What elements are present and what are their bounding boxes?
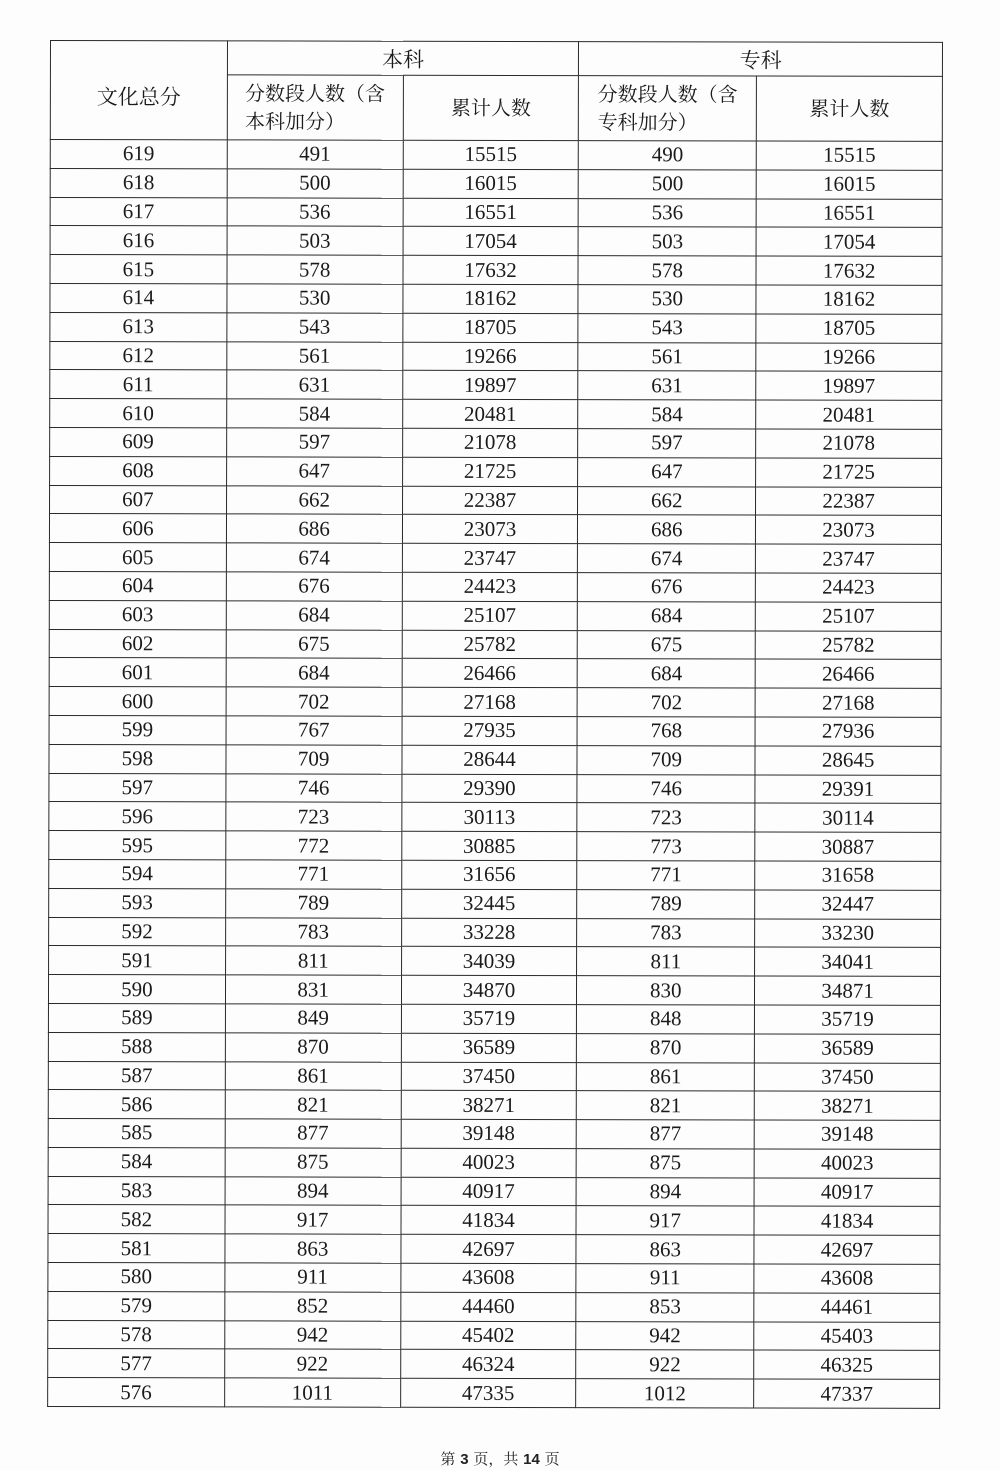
- cell-zhuanke-count: 723: [577, 803, 755, 832]
- cell-zhuanke-count: 686: [578, 515, 756, 544]
- cell-benke-cumulative: 25782: [402, 630, 578, 659]
- cell-benke-count: 584: [226, 399, 402, 428]
- header-zhuanke-cumulative: 累计人数: [756, 76, 942, 141]
- cell-zhuanke-count: 578: [578, 256, 756, 285]
- cell-total-score: 616: [50, 226, 227, 255]
- cell-benke-count: 686: [226, 514, 402, 543]
- cell-total-score: 600: [49, 687, 226, 716]
- cell-zhuanke-count: 853: [576, 1292, 754, 1321]
- cell-benke-count: 702: [226, 687, 402, 716]
- cell-total-score: 614: [50, 283, 227, 312]
- footer-middle: 页，共: [473, 1450, 519, 1468]
- cell-total-score: 592: [49, 917, 226, 946]
- cell-zhuanke-cumulative: 34041: [755, 947, 941, 976]
- table-row: [48, 1003, 940, 1034]
- cell-zhuanke-count: 674: [578, 544, 756, 573]
- cell-zhuanke-cumulative: 16015: [756, 170, 942, 199]
- cell-benke-count: 1011: [224, 1378, 400, 1407]
- table-row: [48, 1349, 940, 1380]
- cell-zhuanke-cumulative: 23747: [756, 544, 942, 573]
- header-zhuanke-count-line2: 专科加分）: [597, 110, 698, 135]
- table-row: [50, 168, 942, 199]
- cell-total-score: 603: [49, 600, 226, 629]
- cell-zhuanke-count: 675: [578, 630, 756, 659]
- cell-total-score: 613: [50, 312, 227, 341]
- cell-benke-count: 503: [227, 226, 403, 255]
- cell-benke-cumulative: 27935: [402, 716, 578, 745]
- table-row: [50, 341, 942, 372]
- score-distribution-table: [47, 40, 943, 1409]
- table-row: [48, 1032, 940, 1063]
- cell-total-score: 606: [49, 514, 226, 543]
- cell-zhuanke-cumulative: 46325: [754, 1350, 940, 1379]
- table-row: [49, 600, 941, 631]
- cell-benke-count: 894: [225, 1177, 401, 1206]
- cell-zhuanke-cumulative: 16551: [756, 199, 942, 228]
- cell-benke-cumulative: 30113: [401, 803, 577, 832]
- cell-zhuanke-count: 597: [578, 429, 756, 458]
- cell-zhuanke-count: 894: [576, 1177, 754, 1206]
- cell-benke-cumulative: 47335: [400, 1379, 576, 1408]
- cell-zhuanke-cumulative: 19266: [756, 343, 942, 372]
- cell-benke-cumulative: 40917: [401, 1177, 577, 1206]
- cell-benke-count: 662: [226, 485, 402, 514]
- cell-benke-cumulative: 23073: [402, 515, 578, 544]
- cell-total-score: 618: [50, 168, 227, 197]
- cell-total-score: 611: [50, 370, 227, 399]
- table-row: [49, 543, 941, 574]
- header-zhuanke-count-line1: 分数段人数（含: [597, 82, 738, 107]
- cell-benke-count: 922: [224, 1349, 400, 1378]
- cell-zhuanke-count: 684: [578, 601, 756, 630]
- header-benke-count-line1: 分数段人数（含: [245, 81, 386, 106]
- cell-benke-count: 578: [227, 255, 403, 284]
- cell-benke-cumulative: 19897: [402, 371, 578, 400]
- table-row: [48, 1176, 940, 1207]
- table-row: [50, 226, 942, 257]
- cell-zhuanke-cumulative: 31658: [755, 861, 941, 890]
- cell-zhuanke-cumulative: 30114: [755, 803, 941, 832]
- cell-zhuanke-cumulative: 45403: [754, 1322, 940, 1351]
- cell-benke-count: 771: [226, 860, 402, 889]
- cell-zhuanke-count: 662: [578, 486, 756, 515]
- cell-benke-count: 875: [225, 1148, 401, 1177]
- cell-zhuanke-cumulative: 32447: [755, 890, 941, 919]
- cell-total-score: 583: [48, 1176, 225, 1205]
- table-row: [49, 888, 941, 919]
- cell-benke-count: 870: [225, 1033, 401, 1062]
- cell-benke-count: 772: [226, 831, 402, 860]
- cell-benke-cumulative: 32445: [401, 889, 577, 918]
- cell-benke-cumulative: 21725: [402, 457, 578, 486]
- cell-total-score: 578: [48, 1320, 225, 1349]
- cell-zhuanke-cumulative: 47337: [754, 1379, 940, 1408]
- cell-benke-count: 767: [226, 716, 402, 745]
- cell-total-score: 595: [49, 831, 226, 860]
- cell-zhuanke-count: 942: [576, 1321, 754, 1350]
- cell-zhuanke-cumulative: 20481: [756, 400, 942, 429]
- cell-total-score: 586: [48, 1090, 225, 1119]
- table-row: [48, 1263, 940, 1294]
- cell-zhuanke-cumulative: 27168: [755, 688, 941, 717]
- table-row: [49, 917, 941, 948]
- cell-benke-cumulative: 35719: [401, 1004, 577, 1033]
- cell-zhuanke-count: 773: [577, 832, 755, 861]
- cell-benke-count: 911: [225, 1263, 401, 1292]
- cell-benke-cumulative: 28644: [402, 745, 578, 774]
- cell-benke-count: 674: [226, 543, 402, 572]
- cell-zhuanke-cumulative: 17054: [756, 227, 942, 256]
- cell-total-score: 607: [50, 485, 227, 514]
- cell-zhuanke-count: 911: [576, 1264, 754, 1293]
- cell-benke-count: 942: [225, 1321, 401, 1350]
- cell-total-score: 610: [50, 399, 227, 428]
- cell-total-score: 579: [48, 1291, 225, 1320]
- cell-zhuanke-count: 503: [578, 227, 756, 256]
- cell-benke-count: 877: [225, 1119, 401, 1148]
- cell-total-score: 587: [48, 1061, 225, 1090]
- cell-total-score: 580: [48, 1263, 225, 1292]
- cell-total-score: 588: [48, 1032, 225, 1061]
- cell-zhuanke-cumulative: 25107: [755, 602, 941, 631]
- cell-zhuanke-count: 922: [576, 1350, 754, 1379]
- cell-zhuanke-count: 848: [577, 1005, 755, 1034]
- cell-zhuanke-cumulative: 19897: [756, 371, 942, 400]
- cell-zhuanke-count: 647: [578, 457, 756, 486]
- table-row: [50, 399, 942, 430]
- table-row: [49, 514, 941, 545]
- table-row: [49, 715, 941, 746]
- cell-total-score: 605: [49, 543, 226, 572]
- cell-zhuanke-cumulative: 27936: [755, 717, 941, 746]
- cell-zhuanke-cumulative: 21725: [756, 458, 942, 487]
- cell-zhuanke-cumulative: 39148: [754, 1120, 940, 1149]
- cell-zhuanke-cumulative: 33230: [755, 918, 941, 947]
- cell-benke-cumulative: 23747: [402, 543, 578, 572]
- cell-zhuanke-cumulative: 43608: [754, 1264, 940, 1293]
- cell-total-score: 602: [49, 629, 226, 658]
- cell-total-score: 593: [49, 888, 226, 917]
- table-row: [48, 1061, 940, 1092]
- cell-benke-cumulative: 15515: [403, 140, 579, 169]
- header-group-benke: 本科: [227, 41, 579, 76]
- table-row: [48, 1378, 940, 1409]
- table-row: [49, 629, 941, 660]
- cell-zhuanke-cumulative: 36589: [755, 1034, 941, 1063]
- cell-benke-count: 684: [226, 658, 402, 687]
- footer-suffix: 页: [544, 1450, 560, 1468]
- cell-total-score: 582: [48, 1205, 225, 1234]
- cell-benke-cumulative: 29390: [401, 774, 577, 803]
- footer-prefix: 第: [440, 1450, 456, 1468]
- cell-benke-cumulative: 45402: [400, 1321, 576, 1350]
- table-row: [48, 1119, 940, 1150]
- cell-total-score: 599: [49, 715, 226, 744]
- cell-zhuanke-count: 584: [578, 400, 756, 429]
- cell-benke-cumulative: 44460: [400, 1292, 576, 1321]
- table-row: [48, 1147, 940, 1178]
- cell-zhuanke-count: 631: [578, 371, 756, 400]
- cell-zhuanke-cumulative: 22387: [756, 487, 942, 516]
- cell-benke-cumulative: 30885: [401, 831, 577, 860]
- header-benke-cumulative: 累计人数: [403, 75, 579, 140]
- cell-zhuanke-cumulative: 17632: [756, 256, 942, 285]
- cell-benke-cumulative: 34039: [401, 947, 577, 976]
- table-row: [49, 831, 941, 862]
- table-row: [49, 773, 941, 804]
- table-row: [49, 946, 941, 977]
- header-zhuanke-count: [579, 76, 757, 141]
- cell-benke-count: 684: [226, 601, 402, 630]
- cell-benke-count: 917: [225, 1205, 401, 1234]
- cell-total-score: 581: [48, 1234, 225, 1263]
- cell-zhuanke-cumulative: 44461: [754, 1293, 940, 1322]
- cell-zhuanke-cumulative: 30887: [755, 832, 941, 861]
- table-row: [50, 197, 942, 228]
- cell-zhuanke-cumulative: 23073: [756, 515, 942, 544]
- cell-total-score: 609: [50, 427, 227, 456]
- cell-zhuanke-count: 861: [577, 1062, 755, 1091]
- cell-zhuanke-count: 771: [577, 861, 755, 890]
- cell-benke-cumulative: 33228: [401, 918, 577, 947]
- cell-zhuanke-cumulative: 18705: [756, 314, 942, 343]
- cell-zhuanke-count: 676: [578, 573, 756, 602]
- cell-total-score: 591: [49, 946, 226, 975]
- cell-total-score: 576: [48, 1378, 225, 1407]
- cell-benke-cumulative: 26466: [402, 659, 578, 688]
- cell-zhuanke-cumulative: 15515: [756, 141, 942, 170]
- cell-benke-cumulative: 20481: [402, 399, 578, 428]
- table-row: [50, 312, 942, 343]
- cell-benke-count: 597: [226, 428, 402, 457]
- cell-total-score: 589: [48, 1003, 225, 1032]
- cell-benke-count: 831: [225, 975, 401, 1004]
- cell-benke-count: 543: [227, 313, 403, 342]
- cell-zhuanke-count: 1012: [576, 1379, 754, 1408]
- table-row: [48, 1234, 940, 1265]
- cell-total-score: 601: [49, 658, 226, 687]
- cell-zhuanke-cumulative: 26466: [755, 659, 941, 688]
- cell-benke-cumulative: 19266: [402, 342, 578, 371]
- current-page-number: 3: [460, 1451, 469, 1468]
- cell-zhuanke-count: 877: [577, 1120, 755, 1149]
- table-row: [50, 140, 942, 171]
- cell-benke-count: 852: [225, 1292, 401, 1321]
- cell-benke-cumulative: 17632: [403, 255, 579, 284]
- page-footer: [0, 1448, 1000, 1469]
- cell-benke-cumulative: 21078: [402, 428, 578, 457]
- cell-benke-cumulative: 18705: [402, 313, 578, 342]
- cell-benke-count: 675: [226, 629, 402, 658]
- total-pages-number: 14: [523, 1451, 540, 1468]
- table-row: [48, 1291, 940, 1322]
- cell-total-score: 615: [50, 255, 227, 284]
- cell-total-score: 617: [50, 197, 227, 226]
- cell-zhuanke-count: 543: [578, 313, 756, 342]
- cell-benke-cumulative: 16015: [403, 169, 579, 198]
- cell-benke-cumulative: 36589: [401, 1033, 577, 1062]
- table-row: [49, 802, 941, 833]
- cell-benke-count: 783: [225, 917, 401, 946]
- cell-benke-cumulative: 46324: [400, 1350, 576, 1379]
- table-row: [49, 658, 941, 689]
- cell-total-score: 585: [48, 1119, 225, 1148]
- header-group-zhuanke: 专科: [579, 42, 943, 77]
- cell-zhuanke-cumulative: 24423: [756, 573, 942, 602]
- cell-benke-count: 500: [227, 169, 403, 198]
- cell-zhuanke-cumulative: 29391: [755, 775, 941, 804]
- cell-zhuanke-cumulative: 37450: [754, 1062, 940, 1091]
- cell-zhuanke-count: 768: [577, 717, 755, 746]
- cell-benke-cumulative: 43608: [400, 1263, 576, 1292]
- cell-benke-count: 849: [225, 1004, 401, 1033]
- cell-benke-cumulative: 41834: [401, 1206, 577, 1235]
- cell-zhuanke-count: 875: [577, 1148, 755, 1177]
- cell-zhuanke-count: 863: [576, 1235, 754, 1264]
- cell-zhuanke-count: 561: [578, 342, 756, 371]
- cell-benke-count: 821: [225, 1090, 401, 1119]
- cell-benke-count: 723: [226, 802, 402, 831]
- cell-benke-count: 863: [225, 1234, 401, 1263]
- cell-zhuanke-count: 811: [577, 947, 755, 976]
- table-row: [49, 687, 941, 718]
- cell-zhuanke-count: 830: [577, 976, 755, 1005]
- cell-total-score: 604: [49, 571, 226, 600]
- cell-benke-count: 789: [225, 889, 401, 918]
- cell-zhuanke-count: 789: [577, 889, 755, 918]
- cell-zhuanke-count: 917: [576, 1206, 754, 1235]
- cell-benke-cumulative: 27168: [402, 687, 578, 716]
- cell-zhuanke-cumulative: 42697: [754, 1235, 940, 1264]
- cell-total-score: 590: [48, 975, 225, 1004]
- cell-benke-count: 536: [227, 197, 403, 226]
- cell-zhuanke-count: 783: [577, 918, 755, 947]
- cell-benke-cumulative: 39148: [401, 1119, 577, 1148]
- cell-benke-cumulative: 17054: [403, 227, 579, 256]
- cell-benke-count: 746: [226, 773, 402, 802]
- table-row: [48, 1205, 940, 1236]
- cell-benke-cumulative: 37450: [401, 1062, 577, 1091]
- cell-benke-count: 561: [227, 341, 403, 370]
- table-row: [48, 1090, 940, 1121]
- cell-benke-count: 631: [227, 370, 403, 399]
- table-body: [48, 140, 943, 1409]
- cell-zhuanke-count: 821: [577, 1091, 755, 1120]
- cell-zhuanke-cumulative: 21078: [756, 429, 942, 458]
- cell-zhuanke-count: 746: [577, 774, 755, 803]
- cell-zhuanke-count: 709: [577, 745, 755, 774]
- table-row: [50, 485, 942, 516]
- table-header: [50, 41, 942, 142]
- cell-total-score: 612: [50, 341, 227, 370]
- cell-zhuanke-count: 870: [577, 1033, 755, 1062]
- cell-benke-cumulative: 34870: [401, 975, 577, 1004]
- table-row: [48, 975, 940, 1006]
- cell-zhuanke-count: 536: [579, 198, 757, 227]
- cell-total-score: 598: [49, 744, 226, 773]
- cell-benke-cumulative: 40023: [401, 1148, 577, 1177]
- cell-benke-cumulative: 38271: [401, 1091, 577, 1120]
- cell-zhuanke-cumulative: 34871: [755, 976, 941, 1005]
- cell-zhuanke-count: 684: [578, 659, 756, 688]
- table-row: [50, 283, 942, 314]
- cell-benke-cumulative: 42697: [401, 1235, 577, 1264]
- cell-zhuanke-cumulative: 41834: [754, 1206, 940, 1235]
- cell-benke-count: 709: [226, 745, 402, 774]
- cell-zhuanke-count: 500: [579, 169, 757, 198]
- cell-total-score: 594: [49, 859, 226, 888]
- table-row: [50, 370, 942, 401]
- table-row: [50, 427, 942, 458]
- table-row: [48, 1320, 940, 1351]
- cell-zhuanke-cumulative: 38271: [754, 1091, 940, 1120]
- cell-zhuanke-cumulative: 25782: [755, 631, 941, 660]
- header-total-score: 文化总分: [50, 41, 227, 140]
- cell-benke-cumulative: 18162: [403, 284, 579, 313]
- cell-benke-count: 530: [227, 284, 403, 313]
- cell-benke-cumulative: 16551: [403, 198, 579, 227]
- cell-zhuanke-cumulative: 40023: [754, 1149, 940, 1178]
- table-row: [49, 744, 941, 775]
- cell-total-score: 596: [49, 802, 226, 831]
- cell-benke-cumulative: 22387: [402, 486, 578, 515]
- cell-benke-count: 491: [227, 140, 403, 169]
- table-row: [49, 571, 941, 602]
- header-benke-count-line2: 本科加分）: [244, 109, 346, 134]
- cell-total-score: 597: [49, 773, 226, 802]
- cell-benke-cumulative: 31656: [401, 860, 577, 889]
- cell-benke-count: 647: [226, 457, 402, 486]
- cell-zhuanke-cumulative: 28645: [755, 746, 941, 775]
- cell-benke-cumulative: 24423: [402, 572, 578, 601]
- cell-zhuanke-count: 530: [578, 285, 756, 314]
- cell-benke-count: 861: [225, 1061, 401, 1090]
- cell-zhuanke-count: 490: [579, 141, 757, 170]
- cell-total-score: 584: [48, 1147, 225, 1176]
- header-benke-count: [227, 75, 403, 140]
- cell-benke-count: 811: [225, 946, 401, 975]
- table-row: [49, 859, 941, 890]
- cell-zhuanke-cumulative: 18162: [756, 285, 942, 314]
- cell-total-score: 619: [50, 140, 227, 169]
- cell-total-score: 608: [50, 456, 227, 485]
- cell-total-score: 577: [48, 1349, 225, 1378]
- table-row: [50, 456, 942, 487]
- cell-zhuanke-count: 702: [577, 688, 755, 717]
- cell-benke-count: 676: [226, 572, 402, 601]
- cell-zhuanke-cumulative: 35719: [755, 1005, 941, 1034]
- cell-benke-cumulative: 25107: [402, 601, 578, 630]
- table-row: [50, 255, 942, 286]
- cell-zhuanke-cumulative: 40917: [754, 1178, 940, 1207]
